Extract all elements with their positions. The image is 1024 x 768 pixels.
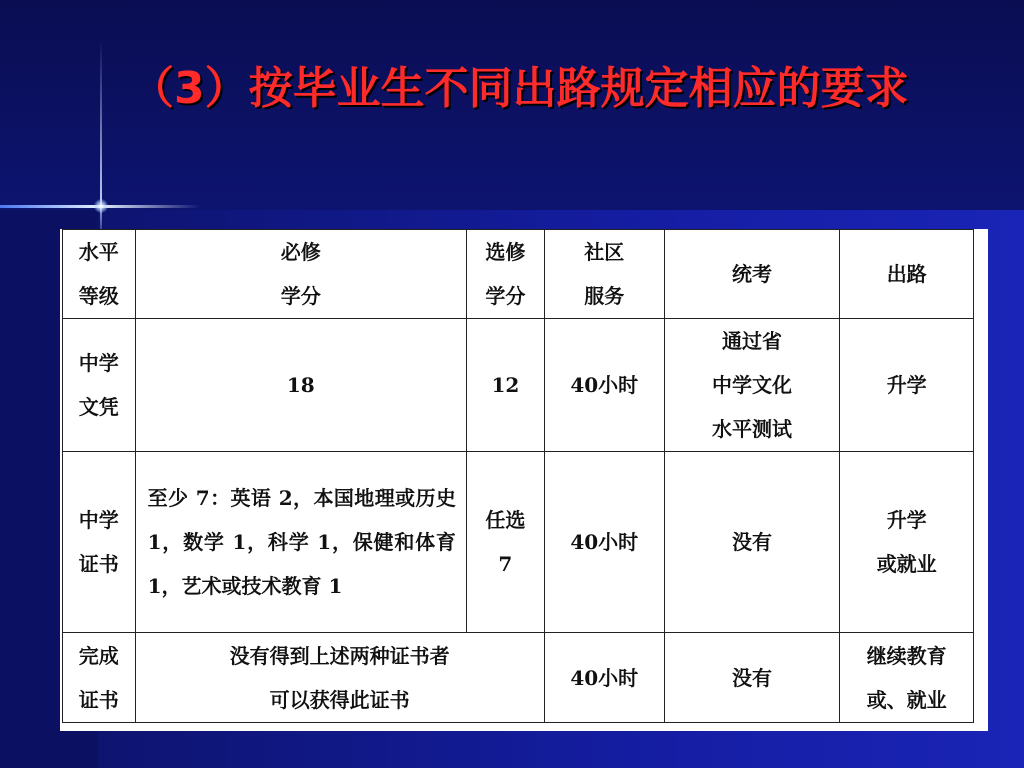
decorative-sparkle-icon [94, 199, 108, 213]
header-level [63, 230, 136, 319]
header-outcome [840, 230, 974, 319]
row2-level [63, 452, 136, 633]
row2-level-line2: 证书 [78, 552, 119, 576]
header-elective-line1: 选修 [485, 240, 526, 264]
row1-elective: 12 [466, 319, 544, 452]
row3-outcome [840, 633, 974, 723]
row1-exam [664, 319, 840, 452]
table-row [63, 452, 974, 633]
row2-outcome-line1: 升学 [886, 508, 927, 532]
table-row [63, 319, 974, 452]
row3-required-line1: 没有得到上述两种证书者 [229, 643, 450, 668]
row1-level-line2: 文凭 [78, 395, 119, 419]
header-service-line2: 服务 [584, 284, 625, 308]
row2-elective-line2: 7 [498, 552, 513, 576]
row3-outcome-line1: 继续教育 [866, 643, 947, 668]
row3-level [63, 633, 136, 723]
row2-required: 至少 7：英语 2，本国地理或历史 1，数学 1，科学 1，保健和体育 1，艺术或技术教育 1 [135, 452, 466, 633]
row2-exam: 没有 [664, 452, 840, 633]
header-community-service [544, 230, 664, 319]
row3-outcome-line2: 或、就业 [866, 687, 947, 712]
header-elective-credits [466, 230, 544, 319]
row2-level-line1: 中学 [78, 508, 119, 532]
header-unified-exam [664, 230, 840, 319]
row1-exam-line3: 水平测试 [712, 417, 793, 441]
table-header-row [63, 230, 974, 319]
row1-exam-line2: 中学文化 [712, 373, 793, 397]
row2-outcome-line2: 或就业 [876, 552, 937, 576]
row2-elective-line1: 任选 [485, 508, 526, 532]
row2-elective [466, 452, 544, 633]
header-outcome-label: 出路 [886, 262, 927, 286]
row1-required: 18 [135, 319, 466, 452]
row1-level [63, 319, 136, 452]
row1-exam-line1: 通过省 [722, 329, 783, 353]
row1-level-line1: 中学 [78, 351, 119, 375]
row1-outcome-line1: 升学 [886, 373, 927, 397]
requirements-table-container [60, 229, 988, 731]
row3-exam: 没有 [664, 633, 840, 723]
row1-service: 40小时 [544, 319, 664, 452]
header-level-line1: 水平 [78, 240, 119, 264]
requirements-table [62, 229, 974, 723]
header-required-line1: 必修 [280, 240, 321, 264]
row3-required [135, 633, 544, 723]
header-service-line1: 社区 [584, 240, 625, 264]
row1-outcome [840, 319, 974, 452]
row2-outcome [840, 452, 974, 633]
row2-service: 40小时 [544, 452, 664, 633]
row3-level-line2: 证书 [78, 687, 119, 712]
table-row [63, 633, 974, 723]
header-level-line2: 等级 [78, 284, 119, 308]
row3-required-line2: 可以获得此证书 [269, 687, 410, 712]
slide-title: （3）按毕业生不同出路规定相应的要求 [130, 63, 909, 114]
header-required-credits [135, 230, 466, 319]
header-elective-line2: 学分 [485, 284, 526, 308]
header-exam-label: 统考 [732, 262, 773, 286]
header-required-line2: 学分 [280, 284, 321, 308]
row3-service: 40小时 [544, 633, 664, 723]
row3-level-line1: 完成 [78, 643, 119, 668]
